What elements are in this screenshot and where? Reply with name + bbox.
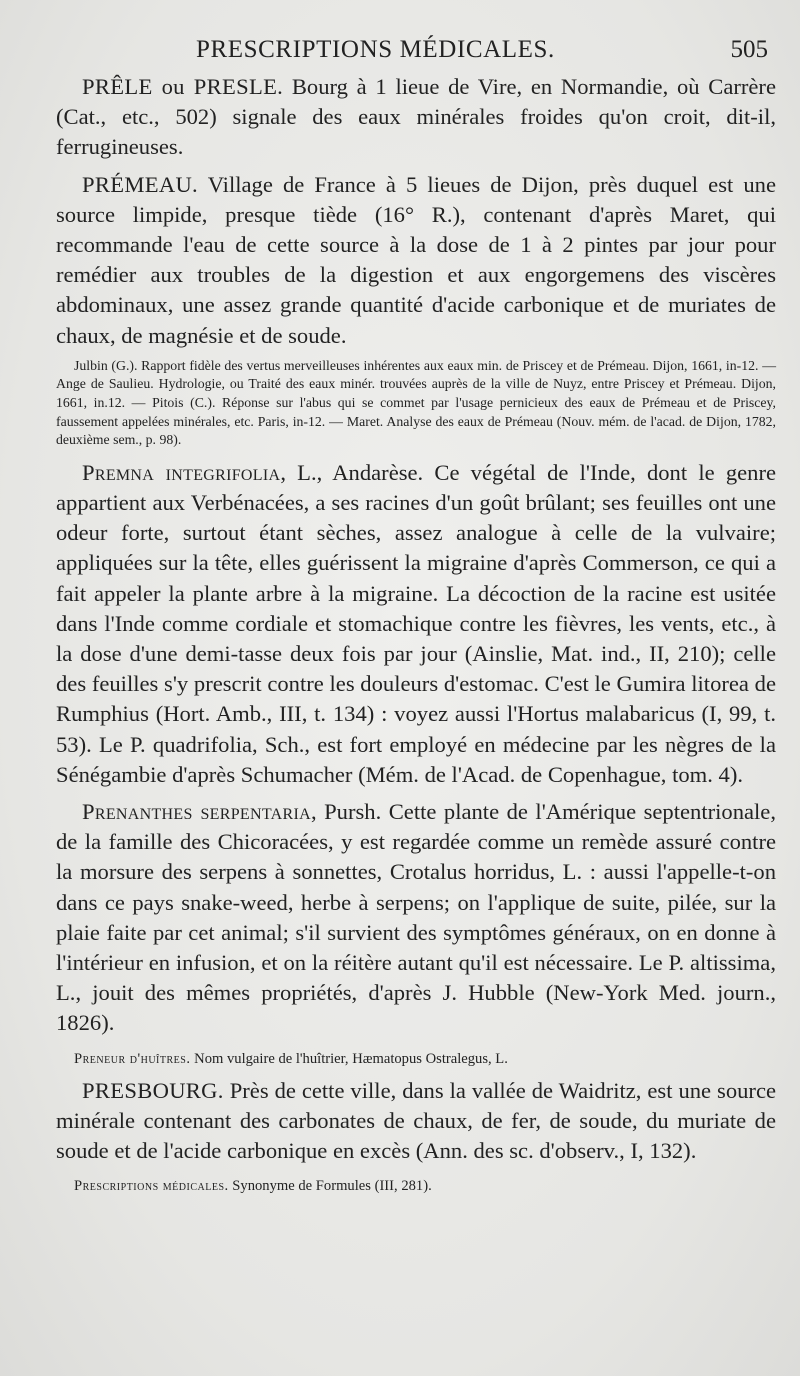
entry-preneur-d-huitres [56,1049,776,1069]
entry-text: , Pursh. Cette plante de l'Amérique septentrionale, de la famille des Chicoracées, y est regardée comme un remède assuré contre la morsure des serpens à sonnettes, Crotalus horridus, L. : aussi l'appelle-t-on dans ce pays snake-weed, herbe à serpens; on l'applique de suite, pilée, sur la plaie faite par cet animal; s'il survient des symptômes généraux, on en donne à l'intérieur en infusion, et on la réitère autant qu'il est nécessaire. Le P. altissima, L., jouit des mêmes propriétés, d'après J. Hubble (New-York Med. journ., 1826). [56,799,776,1036]
bibliography-note-premeau: Julbin (G.). Rapport fidèle des vertus merveilleuses inhérentes aux eaux min. de Priscey et de Prémeau. Dijon, 1661, in-12. — Ange de Saulieu. Hydrologie, ou Traité des eaux minér. trouvées auprès de la ville de Nuyz, entre Priscey et Prémeau. Dijon, 1661, in.12. — Pitois (C.). Réponse sur l'abus qui se commet par l'usage pernicieux des eaux de Prémeau et de Priscey, faussement appelées minérales, etc. Paris, in-12. — Maret. Analyse des eaux de Prémeau (Nouv. mém. de l'acad. de Dijon, 1782, deuxième sem., p. 98). [56,357,776,448]
entry-prescriptions-medicales [56,1176,776,1196]
entry-premeau [56,170,776,351]
entry-headword: Prenanthes serpentaria [82,799,311,825]
page-body [56,72,776,1196]
entry-headword: Preneur d'huîtres. [74,1050,191,1067]
entry-headword: PRESBOURG. [82,1077,224,1103]
entry-text: Nom vulgaire de l'huîtrier, Hæmatopus Ostralegus, L. [190,1050,508,1067]
entry-text: , L., Andarèse. Ce végétal de l'Inde, dont le genre appartient aux Verbénacées, a ses racines d'un goût brûlant; ses feuilles ont une odeur forte, surtout étant sèches, assez analogue à celle de la vulvaire; appliquées sur la tête, elles guérissent la migraine d'après Commerson, ce qui a fait appeler la plante arbre à la migraine. La décoction de la racine est usitée dans l'Inde comme cordiale et stomachique contre les fièvres, les vents, etc., à la dose d'une demi-tasse deux fois par jour (Ainslie, Mat. ind., II, 210); celle des feuilles s'y prescrit contre les douleurs d'estomac. C'est le Gumira litorea de Rumphius (Hort. Amb., III, t. 134) : voyez aussi l'Hortus malabaricus (I, 99, t. 53). Le P. quadrifolia, Sch., est fort employé en médecine par les nègres de la Sénégambie d'après Schumacher (Mém. de l'Acad. de Copenhague, tom. 4). [56,459,776,787]
entry-prenanthes-serpentaria [56,797,776,1039]
entry-headword: PRÉMEAU. [82,171,199,197]
entry-headword: PRÊLE ou PRESLE. [82,74,284,99]
entry-presbourg [56,1076,776,1167]
entry-headword: Prescriptions médicales. [74,1178,229,1195]
page-number: 505 [730,36,768,63]
running-title: PRESCRIPTIONS MÉDICALES. [196,36,555,63]
entry-headword: Premna integrifolia [82,459,281,485]
entry-text: Village de France à 5 lieues de Dijon, près duquel est une source limpide, presque tiède (16° R.), contenant d'après Maret, qui recommande l'eau de cette source à la dose de 1 à 2 pintes par jour pour remédier aux troubles de la digestion et aux engorgemens des viscères abdominaux, une assez grande quantité d'acide carbonique et de muriates de chaux, de magnésie et de soude. [56,171,776,348]
entry-premna-integrifolia [56,458,776,790]
entry-text: Bourg à 1 lieue de Vire, en Normandie, où Carrère (Cat., etc., 502) signale des eaux minérales froides qu'on croit, dit-il, ferrugineuses. [56,74,776,160]
page-header [56,36,772,70]
entry-text: Synonyme de Formules (III, 281). [228,1178,432,1195]
entry-prele [56,72,776,163]
entry-text: Près de cette ville, dans la vallée de Waidritz, est une source minérale contenant des carbonates de chaux, de fer, de soude, du muriate de soude et de l'acide carbonique en excès (Ann. des sc. d'observ., I, 132). [56,1077,776,1164]
